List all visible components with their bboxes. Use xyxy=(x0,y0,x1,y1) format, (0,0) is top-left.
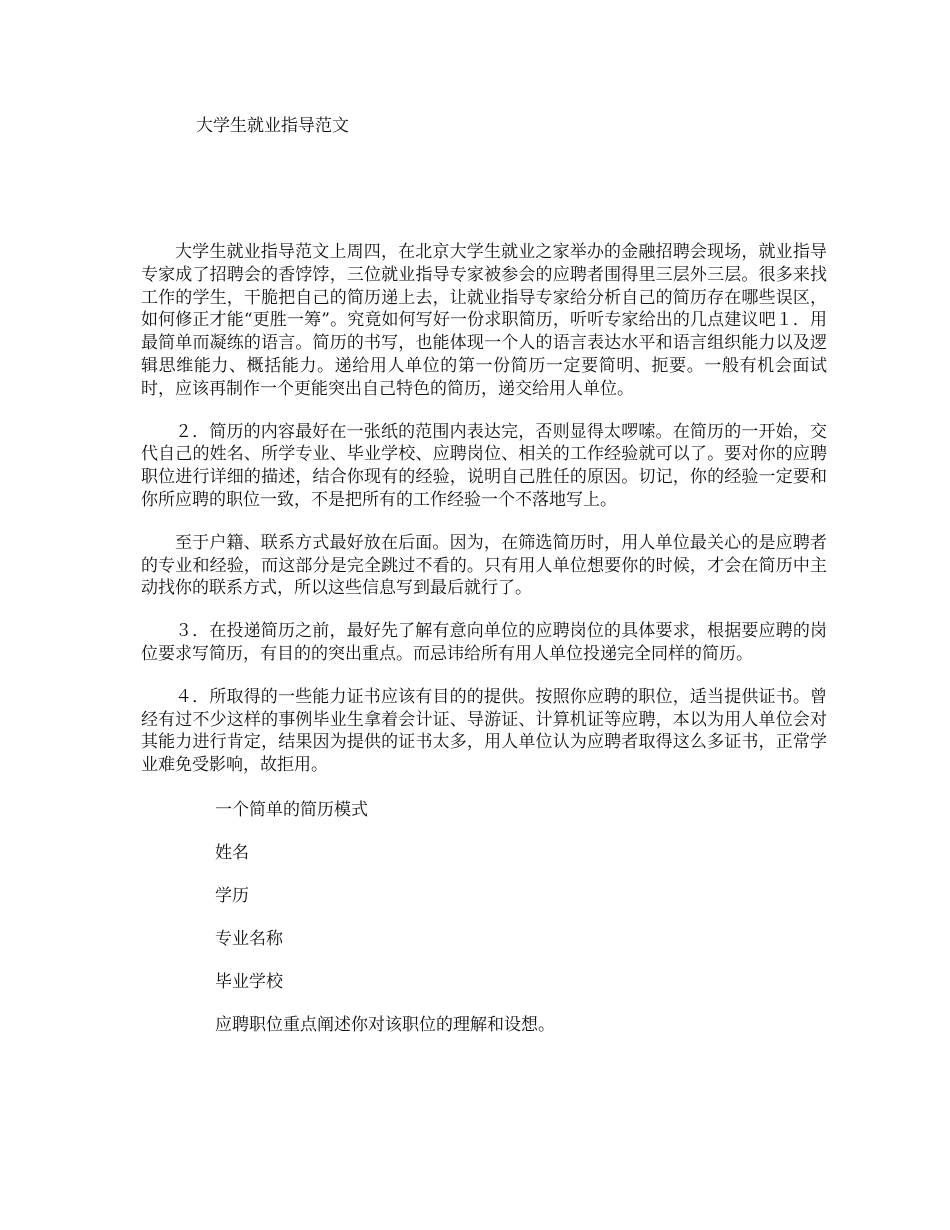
paragraph-tip-2: ２．简历的内容最好在一张纸的范围内表达完，否则显得太啰嗦。在简历的一开始，交代自己的姓名、所学专业、毕业学校、应聘岗位、相关的工作经验就可以了。要对你的应聘职位进行详细的描述，结合你现有的经验，说明自己胜任的原因。切记，你的经验一定要和你所应聘的职位一致，不是把所有的工作经验一个不落地写上。 xyxy=(141,421,827,510)
resume-field-school: 毕业学校 xyxy=(215,971,283,992)
resume-template-heading: 一个简单的简历模式 xyxy=(215,799,368,820)
document-body xyxy=(141,241,827,1058)
document-title: 大学生就业指导范文 xyxy=(196,116,349,136)
resume-field-major: 专业名称 xyxy=(215,928,283,949)
resume-field-position: 应聘职位重点阐述你对该职位的理解和设想。 xyxy=(215,1014,555,1035)
resume-field-education: 学历 xyxy=(215,885,249,906)
paragraph-tip-3: ３．在投递简历之前，最好先了解有意向单位的应聘岗位的具体要求，根据要应聘的岗位要求写简历，有目的的突出重点。而忌讳给所有用人单位投递完全同样的简历。 xyxy=(141,621,827,664)
paragraph-tip-4: ４．所取得的一些能力证书应该有目的的提供。按照你应聘的职位，适当提供证书。曾经有过不少这样的事例毕业生拿着会计证、导游证、计算机证等应聘，本以为用人单位会对其能力进行肯定，结果因为提供的证书太多，用人单位认为应聘者取得这么多证书，正常学业难免受影响，故拒用。 xyxy=(141,686,827,776)
resume-template-list xyxy=(141,800,827,1035)
resume-field-name: 姓名 xyxy=(215,842,249,863)
paragraph-contact-info: 至于户籍、联系方式最好放在后面。因为，在筛选简历时，用人单位最关心的是应聘者的专业和经验，而这部分是完全跳过不看的。只有用人单位想要你的时候，才会在简历中主动找你的联系方式，所以这些信息写到最后就行了。 xyxy=(141,532,827,599)
paragraph-intro: 大学生就业指导范文上周四，在北京大学生就业之家举办的金融招聘会现场，就业指导专家成了招聘会的香饽饽，三位就业指导专家被参会的应聘者围得里三层外三层。很多来找工作的学生，干脆把自己的简历递上去，让就业指导专家给分析自己的简历存在哪些误区，如何修正才能“更胜一筹”。究竟如何写好一份求职简历，听听专家给出的几点建议吧１．用最简单而凝练的语言。简历的书写，也能体现一个人的语言表达水平和语言组织能力以及逻辑思维能力、概括能力。递给用人单位的第一份简历一定要简明、扼要。一般有机会面试时，应该再制作一个更能突出自己特色的简历，递交给用人单位。 xyxy=(141,242,827,399)
